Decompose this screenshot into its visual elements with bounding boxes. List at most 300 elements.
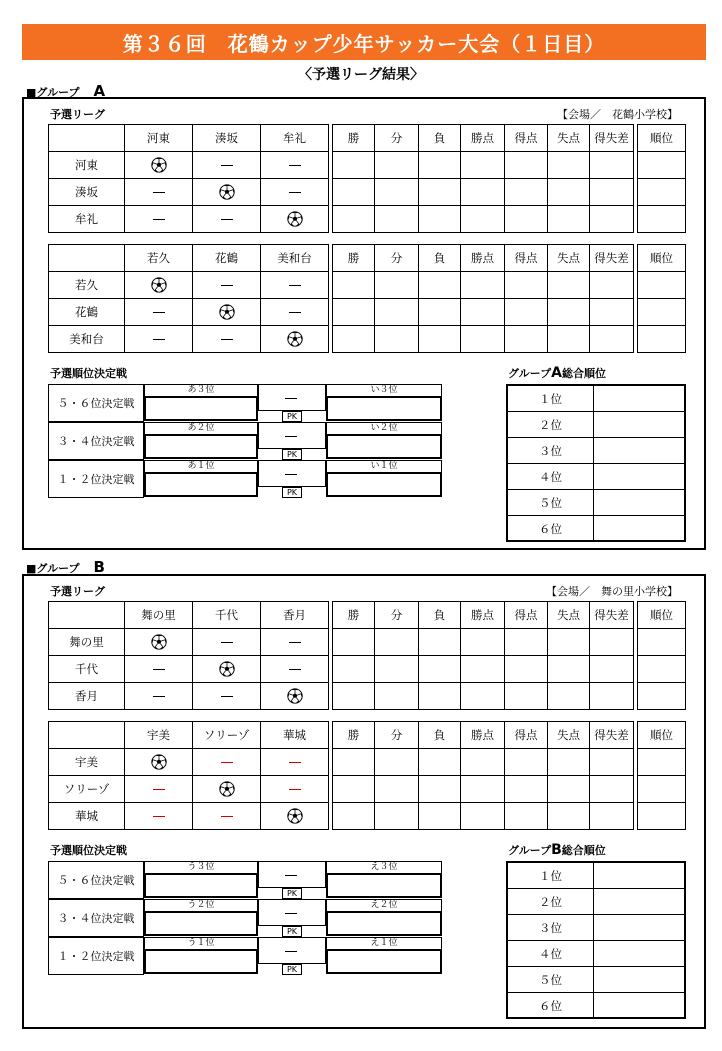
stat-cell[interactable] bbox=[505, 206, 548, 233]
stat-cell[interactable] bbox=[590, 299, 634, 326]
self-match-cell bbox=[193, 299, 261, 326]
match-result-cell[interactable] bbox=[125, 326, 193, 353]
league-table bbox=[48, 601, 686, 710]
ranking-row bbox=[508, 386, 684, 412]
stat-cell[interactable] bbox=[638, 776, 686, 803]
group-label-text: ■グループ bbox=[26, 562, 80, 575]
stat-cell[interactable] bbox=[590, 683, 634, 710]
stat-cell[interactable] bbox=[333, 629, 375, 656]
match-result-cell[interactable] bbox=[193, 206, 261, 233]
score-dash bbox=[285, 913, 297, 914]
ranking-row bbox=[508, 464, 684, 490]
dash-mark bbox=[221, 219, 233, 220]
right-team-box[interactable] bbox=[326, 396, 442, 421]
rank-team-cell[interactable] bbox=[594, 993, 684, 1019]
score-cell[interactable] bbox=[258, 861, 326, 888]
rank-position: ３位 bbox=[508, 438, 594, 463]
corner-cell bbox=[49, 245, 125, 272]
stat-cell[interactable] bbox=[548, 152, 590, 179]
stat-cell[interactable] bbox=[419, 206, 461, 233]
score-dash bbox=[285, 875, 297, 876]
stat-cell[interactable] bbox=[419, 179, 461, 206]
stat-cell[interactable] bbox=[461, 803, 505, 830]
stat-cell[interactable] bbox=[638, 272, 686, 299]
stat-cell[interactable] bbox=[419, 776, 461, 803]
stat-cell[interactable] bbox=[548, 776, 590, 803]
dash-mark bbox=[221, 339, 233, 340]
team-row-name: 美和台 bbox=[49, 326, 125, 353]
team-row bbox=[49, 656, 686, 683]
dash-mark bbox=[153, 789, 165, 790]
stat-cell[interactable] bbox=[505, 776, 548, 803]
self-match-cell bbox=[125, 152, 193, 179]
stat-cell[interactable] bbox=[461, 272, 505, 299]
soccer-ball-icon bbox=[287, 808, 303, 824]
stat-header: 失点 bbox=[548, 245, 590, 272]
stat-cell[interactable] bbox=[638, 629, 686, 656]
self-match-cell bbox=[125, 749, 193, 776]
ranking-row bbox=[508, 993, 684, 1019]
right-team-box[interactable] bbox=[326, 472, 442, 497]
right-seed-label: い２位 bbox=[326, 422, 442, 435]
playoff-label: 予選順位決定戦 bbox=[50, 844, 127, 857]
match-result-cell[interactable] bbox=[193, 629, 261, 656]
stat-cell[interactable] bbox=[375, 326, 419, 353]
stat-cell[interactable] bbox=[590, 152, 634, 179]
dash-mark bbox=[153, 696, 165, 697]
ranking-row bbox=[508, 915, 684, 941]
stat-cell[interactable] bbox=[590, 206, 634, 233]
team-col-header: 花鶴 bbox=[193, 245, 261, 272]
stat-cell[interactable] bbox=[548, 656, 590, 683]
match-result-cell[interactable] bbox=[125, 299, 193, 326]
stat-cell[interactable] bbox=[461, 776, 505, 803]
corner-cell bbox=[49, 602, 125, 629]
league-table bbox=[48, 124, 686, 233]
stat-cell[interactable] bbox=[461, 206, 505, 233]
stat-header: 得失差 bbox=[590, 722, 634, 749]
rank-team-cell[interactable] bbox=[594, 516, 684, 542]
stat-cell[interactable] bbox=[505, 683, 548, 710]
stat-cell[interactable] bbox=[590, 656, 634, 683]
left-team-box[interactable] bbox=[144, 396, 258, 421]
stat-cell[interactable] bbox=[505, 656, 548, 683]
team-col-header: 湊坂 bbox=[193, 125, 261, 152]
team-col-header: 宇美 bbox=[125, 722, 193, 749]
ranking-title bbox=[508, 365, 606, 381]
ranking-title-post: 総合順位 bbox=[561, 367, 606, 380]
stat-cell[interactable] bbox=[638, 299, 686, 326]
stat-cell[interactable] bbox=[375, 776, 419, 803]
league-header-row bbox=[49, 602, 686, 629]
match-result-cell[interactable] bbox=[125, 206, 193, 233]
pk-label: PK bbox=[282, 411, 302, 422]
stat-header: 勝点 bbox=[461, 602, 505, 629]
stat-cell[interactable] bbox=[461, 152, 505, 179]
stat-cell[interactable] bbox=[461, 326, 505, 353]
stat-cell[interactable] bbox=[375, 629, 419, 656]
rank-position: ２位 bbox=[508, 889, 594, 914]
stat-cell[interactable] bbox=[548, 683, 590, 710]
playoff-label: 予選順位決定戦 bbox=[50, 367, 127, 380]
team-col-header: 若久 bbox=[125, 245, 193, 272]
left-team-box[interactable] bbox=[144, 472, 258, 497]
stat-header: 負 bbox=[419, 722, 461, 749]
stat-header: 負 bbox=[419, 245, 461, 272]
match-result-cell[interactable] bbox=[125, 179, 193, 206]
match-result-cell[interactable] bbox=[193, 749, 261, 776]
pk-label: PK bbox=[282, 964, 302, 975]
stat-cell[interactable] bbox=[548, 326, 590, 353]
stat-header: 失点 bbox=[548, 602, 590, 629]
match-result-cell[interactable] bbox=[261, 749, 329, 776]
league-label: 予選リーグ bbox=[50, 108, 105, 121]
stat-cell[interactable] bbox=[419, 152, 461, 179]
stat-header: 分 bbox=[375, 722, 419, 749]
score-cell[interactable] bbox=[258, 899, 326, 926]
stat-header: 得失差 bbox=[590, 245, 634, 272]
right-seed-label: え１位 bbox=[326, 937, 442, 950]
venue-label: 【会場／ 花鶴小学校】 bbox=[557, 108, 678, 121]
group-letter: A bbox=[93, 82, 106, 100]
stat-header: 得点 bbox=[505, 125, 548, 152]
team-row-name: 舞の里 bbox=[49, 629, 125, 656]
rank-team-cell[interactable] bbox=[594, 464, 684, 489]
right-team-box[interactable] bbox=[326, 911, 442, 936]
rank-position: ６位 bbox=[508, 516, 594, 542]
pk-label: PK bbox=[282, 926, 302, 937]
left-team-box[interactable] bbox=[144, 911, 258, 936]
team-row bbox=[49, 152, 686, 179]
playoff-match-label: １・２位決定戦 bbox=[48, 460, 144, 498]
rank-team-cell[interactable] bbox=[594, 412, 684, 437]
playoff-match-label: ３・４位決定戦 bbox=[48, 422, 144, 460]
stat-cell[interactable] bbox=[461, 749, 505, 776]
stat-cell[interactable] bbox=[419, 299, 461, 326]
corner-cell bbox=[49, 125, 125, 152]
stat-header: 負 bbox=[419, 602, 461, 629]
playoff-match-label: ３・４位決定戦 bbox=[48, 899, 144, 937]
score-cell[interactable] bbox=[258, 422, 326, 449]
stat-cell[interactable] bbox=[333, 776, 375, 803]
ranking-title bbox=[508, 842, 606, 858]
pk-label: PK bbox=[282, 487, 302, 498]
team-row-name: 華城 bbox=[49, 803, 125, 830]
stat-cell[interactable] bbox=[505, 326, 548, 353]
group-letter: B bbox=[93, 558, 105, 576]
self-match-cell bbox=[261, 326, 329, 353]
stat-cell[interactable] bbox=[638, 803, 686, 830]
stat-cell[interactable] bbox=[333, 179, 375, 206]
stat-header: 勝 bbox=[333, 722, 375, 749]
stat-cell[interactable] bbox=[548, 749, 590, 776]
rank-position: ２位 bbox=[508, 412, 594, 437]
team-row-name: 若久 bbox=[49, 272, 125, 299]
match-result-cell[interactable] bbox=[261, 272, 329, 299]
stat-cell[interactable] bbox=[548, 272, 590, 299]
right-seed-label: い３位 bbox=[326, 384, 442, 397]
rank-position: ５位 bbox=[508, 967, 594, 992]
ranking-row bbox=[508, 967, 684, 993]
rank-team-cell[interactable] bbox=[594, 386, 684, 411]
stat-cell[interactable] bbox=[333, 272, 375, 299]
stat-cell[interactable] bbox=[333, 326, 375, 353]
stat-cell[interactable] bbox=[505, 299, 548, 326]
stat-cell[interactable] bbox=[375, 803, 419, 830]
dash-mark bbox=[153, 339, 165, 340]
dash-mark bbox=[289, 192, 301, 193]
soccer-ball-icon bbox=[287, 688, 303, 704]
stat-cell[interactable] bbox=[505, 179, 548, 206]
stat-cell[interactable] bbox=[461, 656, 505, 683]
stat-cell[interactable] bbox=[638, 656, 686, 683]
ranking-row bbox=[508, 490, 684, 516]
stat-cell[interactable] bbox=[590, 326, 634, 353]
right-team-box[interactable] bbox=[326, 873, 442, 898]
stat-cell[interactable] bbox=[419, 656, 461, 683]
soccer-ball-icon bbox=[151, 157, 167, 173]
stat-cell[interactable] bbox=[375, 749, 419, 776]
playoff-match bbox=[48, 937, 444, 977]
stat-cell[interactable] bbox=[461, 683, 505, 710]
left-seed-label: う２位 bbox=[144, 899, 258, 912]
dash-mark bbox=[289, 165, 301, 166]
rank-position: １位 bbox=[508, 386, 594, 411]
stat-cell[interactable] bbox=[461, 179, 505, 206]
stat-cell[interactable] bbox=[419, 803, 461, 830]
dash-mark bbox=[289, 642, 301, 643]
team-row bbox=[49, 272, 686, 299]
stat-cell[interactable] bbox=[375, 299, 419, 326]
stat-header: 順位 bbox=[638, 245, 686, 272]
soccer-ball-icon bbox=[219, 304, 235, 320]
match-result-cell[interactable] bbox=[261, 656, 329, 683]
match-result-cell[interactable] bbox=[125, 656, 193, 683]
stat-cell[interactable] bbox=[375, 683, 419, 710]
ranking-title-letter: A bbox=[551, 365, 562, 381]
stat-cell[interactable] bbox=[375, 179, 419, 206]
league-table bbox=[48, 244, 686, 353]
stat-header: 順位 bbox=[638, 125, 686, 152]
self-match-cell bbox=[261, 206, 329, 233]
match-result-cell[interactable] bbox=[261, 152, 329, 179]
match-result-cell[interactable] bbox=[193, 683, 261, 710]
stat-cell[interactable] bbox=[375, 656, 419, 683]
stat-header: 順位 bbox=[638, 722, 686, 749]
score-cell[interactable] bbox=[258, 460, 326, 487]
match-result-cell[interactable] bbox=[125, 776, 193, 803]
stat-cell[interactable] bbox=[419, 629, 461, 656]
team-row bbox=[49, 206, 686, 233]
group-label-text: ■グループ bbox=[26, 86, 80, 99]
team-row bbox=[49, 179, 686, 206]
stat-cell[interactable] bbox=[419, 272, 461, 299]
team-col-header: 千代 bbox=[193, 602, 261, 629]
stat-cell[interactable] bbox=[333, 152, 375, 179]
page-subtitle: 〈予選リーグ結果〉 bbox=[298, 67, 424, 83]
stat-cell[interactable] bbox=[419, 683, 461, 710]
left-team-box[interactable] bbox=[144, 434, 258, 459]
team-row-name: 牟礼 bbox=[49, 206, 125, 233]
stat-cell[interactable] bbox=[548, 206, 590, 233]
stat-cell[interactable] bbox=[333, 656, 375, 683]
right-team-box[interactable] bbox=[326, 949, 442, 974]
league-header-row bbox=[49, 125, 686, 152]
stat-header: 勝点 bbox=[461, 722, 505, 749]
stat-cell[interactable] bbox=[548, 299, 590, 326]
rank-team-cell[interactable] bbox=[594, 438, 684, 463]
stat-cell[interactable] bbox=[548, 629, 590, 656]
stat-cell[interactable] bbox=[638, 206, 686, 233]
right-seed-label: い１位 bbox=[326, 460, 442, 473]
group-frame bbox=[22, 97, 706, 550]
ranking-row bbox=[508, 941, 684, 967]
ranking-row bbox=[508, 412, 684, 438]
left-team-box[interactable] bbox=[144, 873, 258, 898]
stat-header: 得失差 bbox=[590, 602, 634, 629]
dash-mark bbox=[289, 762, 301, 763]
team-row-name: 湊坂 bbox=[49, 179, 125, 206]
soccer-ball-icon bbox=[151, 277, 167, 293]
stat-cell[interactable] bbox=[590, 179, 634, 206]
stat-cell[interactable] bbox=[333, 683, 375, 710]
stat-cell[interactable] bbox=[638, 683, 686, 710]
stat-cell[interactable] bbox=[461, 299, 505, 326]
league-header-row bbox=[49, 245, 686, 272]
dash-mark bbox=[153, 816, 165, 817]
playoff-match-label: ５・６位決定戦 bbox=[48, 861, 144, 899]
stat-header: 分 bbox=[375, 245, 419, 272]
stat-cell[interactable] bbox=[375, 272, 419, 299]
stat-header: 勝 bbox=[333, 245, 375, 272]
stat-header: 勝 bbox=[333, 602, 375, 629]
stat-cell[interactable] bbox=[375, 152, 419, 179]
stat-cell[interactable] bbox=[375, 206, 419, 233]
score-cell[interactable] bbox=[258, 937, 326, 964]
stat-cell[interactable] bbox=[590, 776, 634, 803]
stat-cell[interactable] bbox=[333, 749, 375, 776]
rank-team-cell[interactable] bbox=[594, 863, 684, 888]
ranking-title-post: 総合順位 bbox=[561, 844, 606, 857]
match-result-cell[interactable] bbox=[193, 803, 261, 830]
stat-cell[interactable] bbox=[548, 179, 590, 206]
dash-mark bbox=[221, 816, 233, 817]
ranking-title-pre: グループ bbox=[508, 367, 552, 380]
team-row-name: 花鶴 bbox=[49, 299, 125, 326]
rank-team-cell[interactable] bbox=[594, 967, 684, 992]
ranking-table bbox=[506, 861, 686, 1019]
match-result-cell[interactable] bbox=[193, 326, 261, 353]
dash-mark bbox=[221, 762, 233, 763]
stat-cell[interactable] bbox=[590, 629, 634, 656]
match-result-cell[interactable] bbox=[261, 179, 329, 206]
pk-label: PK bbox=[282, 449, 302, 460]
match-result-cell[interactable] bbox=[261, 776, 329, 803]
stat-header: 得点 bbox=[505, 245, 548, 272]
match-result-cell[interactable] bbox=[125, 803, 193, 830]
stat-cell[interactable] bbox=[419, 749, 461, 776]
stat-cell[interactable] bbox=[638, 326, 686, 353]
league-header-row bbox=[49, 722, 686, 749]
pk-label: PK bbox=[282, 888, 302, 899]
stat-cell[interactable] bbox=[548, 803, 590, 830]
stat-cell[interactable] bbox=[590, 803, 634, 830]
stat-cell[interactable] bbox=[590, 749, 634, 776]
page-title-banner bbox=[22, 24, 706, 60]
score-cell[interactable] bbox=[258, 384, 326, 411]
stat-cell[interactable] bbox=[638, 179, 686, 206]
self-match-cell bbox=[193, 776, 261, 803]
dash-mark bbox=[289, 312, 301, 313]
match-result-cell[interactable] bbox=[193, 152, 261, 179]
team-row bbox=[49, 683, 686, 710]
stat-cell[interactable] bbox=[461, 629, 505, 656]
stat-header: 失点 bbox=[548, 125, 590, 152]
rank-team-cell[interactable] bbox=[594, 490, 684, 515]
soccer-ball-icon bbox=[219, 184, 235, 200]
stat-cell[interactable] bbox=[505, 272, 548, 299]
stat-cell[interactable] bbox=[505, 749, 548, 776]
group-frame bbox=[22, 574, 706, 1029]
rank-team-cell[interactable] bbox=[594, 889, 684, 914]
playoff-match bbox=[48, 422, 444, 462]
ranking-row bbox=[508, 889, 684, 915]
dash-mark bbox=[221, 165, 233, 166]
stat-cell[interactable] bbox=[505, 152, 548, 179]
playoff-match-label: １・２位決定戦 bbox=[48, 937, 144, 975]
match-result-cell[interactable] bbox=[261, 299, 329, 326]
self-match-cell bbox=[125, 629, 193, 656]
team-row bbox=[49, 803, 686, 830]
dash-mark bbox=[153, 312, 165, 313]
stat-cell[interactable] bbox=[505, 629, 548, 656]
stat-cell[interactable] bbox=[638, 152, 686, 179]
stat-cell[interactable] bbox=[505, 803, 548, 830]
score-dash bbox=[285, 436, 297, 437]
stat-cell[interactable] bbox=[333, 206, 375, 233]
team-col-header: ソリーゾ bbox=[193, 722, 261, 749]
stat-cell[interactable] bbox=[333, 299, 375, 326]
stat-header: 勝 bbox=[333, 125, 375, 152]
stat-cell[interactable] bbox=[590, 272, 634, 299]
score-dash bbox=[285, 474, 297, 475]
left-seed-label: う１位 bbox=[144, 937, 258, 950]
rank-position: ５位 bbox=[508, 490, 594, 515]
ranking-table bbox=[506, 384, 686, 542]
stat-cell[interactable] bbox=[419, 326, 461, 353]
score-dash bbox=[285, 951, 297, 952]
playoff-match bbox=[48, 460, 444, 500]
rank-team-cell[interactable] bbox=[594, 915, 684, 940]
stat-header: 失点 bbox=[548, 722, 590, 749]
right-team-box[interactable] bbox=[326, 434, 442, 459]
match-result-cell[interactable] bbox=[261, 629, 329, 656]
stat-header: 順位 bbox=[638, 602, 686, 629]
left-seed-label: う３位 bbox=[144, 861, 258, 874]
team-row bbox=[49, 749, 686, 776]
playoff-match-label: ５・６位決定戦 bbox=[48, 384, 144, 422]
stat-cell[interactable] bbox=[638, 749, 686, 776]
match-result-cell[interactable] bbox=[125, 683, 193, 710]
team-row bbox=[49, 776, 686, 803]
ranking-title-letter: B bbox=[551, 842, 562, 858]
rank-position: ４位 bbox=[508, 464, 594, 489]
stat-cell[interactable] bbox=[333, 803, 375, 830]
match-result-cell[interactable] bbox=[193, 272, 261, 299]
rank-team-cell[interactable] bbox=[594, 941, 684, 966]
team-row-name: 千代 bbox=[49, 656, 125, 683]
left-team-box[interactable] bbox=[144, 949, 258, 974]
